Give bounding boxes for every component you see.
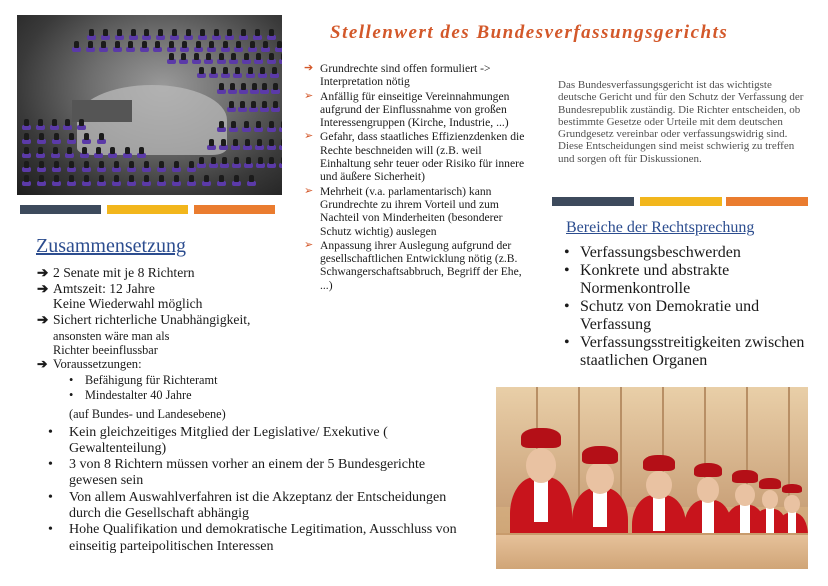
arrow-icon: ➔ (304, 62, 314, 74)
arrow-icon: ➔ (37, 265, 49, 280)
parliament-photo (17, 15, 282, 195)
zs-bullet: • Hohe Qualifikation und demokratische Legitimation, Ausschluss von einseitig parteipolitischen Interessen (48, 522, 457, 554)
bereiche-item: • Konkrete und abstrakte Normenkontrolle (564, 262, 730, 297)
voraussetzung-item: • Mindestalter 40 Jahre (69, 387, 192, 402)
bereiche-item: • Verfassungsbeschwerden (564, 244, 741, 261)
color-bar-yellow-right (640, 197, 722, 206)
zs-bullet: • Kein gleichzeitiges Mitglied der Legislative/ Exekutive ( Gewaltenteilung) (48, 424, 388, 456)
bereiche-item: • Verfassungsstreitigkeiten zwischen staatlichen Organen (564, 334, 805, 369)
amtszeit-line: ➔ Amtszeit: 12 Jahre (37, 280, 155, 296)
arrow-icon: ➔ (37, 357, 48, 371)
color-bar-yellow-left (107, 205, 188, 214)
color-bar-navy-right (552, 197, 634, 206)
middle-item-2: ➢ Anfällig für einseitige Vereinnahmungen aufgrund der Einflussnahme von großen Interessengruppen (Kirche, Industrie, ...) (304, 89, 510, 130)
middle-column (303, 62, 535, 293)
triangle-bullet-icon: ➢ (304, 130, 314, 143)
middle-item-4: ➢ Mehrheit (v.a. parlamentarisch) kann Grundrechte zu ihrem Vorteil und zum Nachteil von Minderheiten (besonderer Schutz wichtig) auslegen (304, 184, 503, 238)
triangle-bullet-icon: ➢ (304, 89, 314, 102)
senate-line: ➔ 2 Senate mit je 8 Richtern (37, 265, 195, 280)
ebene-note: (auf Bundes- und Landesebene) (69, 406, 226, 421)
bereiche-heading: Bereiche der Rechtsprechung (566, 219, 755, 236)
triangle-bullet-icon: ➢ (304, 238, 314, 251)
middle-item-3: ➢ Gefahr, dass staatliches Effizienzdenken die Rechte beschneiden will (z.B. weil Einhaltung sehr teuer oder Risiko für innere und äußere Sicherheit) (304, 130, 525, 184)
zusammensetzung-heading: Zusammensetzung (36, 235, 186, 257)
zusammensetzung-body (37, 265, 457, 555)
triangle-bullet-icon: ➢ (304, 184, 314, 197)
bereiche-list (562, 244, 812, 370)
wiederwahl-line: Keine Wiederwahl möglich (53, 296, 203, 311)
voraussetzung-item: • Befähigung für Richteramt (69, 372, 218, 387)
arrow-icon: ➔ (37, 280, 49, 296)
unabhaengigkeit-sub-2: Richter beeinflussbar (53, 343, 158, 357)
intro-paragraph: Das Bundesverfassungsgericht ist das wichtigste deutsche Gericht und für den Schutz der Verfassung der Bundesrepublik zuständig. Die Richter entscheiden, ob bestimmte Gesetze oder Urteile mit dem deutschen Grundgesetz vereinbar oder verfassungswidrig sind. Diese Entscheidungen sind meist schwierig zu treffen und sorgen oft für Diskussionen. (558, 79, 804, 165)
voraussetzungen-line: ➔ Voraussetzungen: (37, 357, 142, 371)
page-title: Stellenwert des Bundesverfassungsgerichts (330, 22, 729, 43)
zs-bullet: • 3 von 8 Richtern müssen vorher an einem der 5 Bundesgerichte gewesen sein (48, 457, 426, 489)
middle-item-5: ➢ Anpassung ihrer Auslegung aufgrund der gesellschaftlichen Entwicklung nötig (z.B. Schwangerschaftsabbruch, Begriff der Ehe, ...) (304, 238, 522, 292)
middle-item-1: ➔ Grundrechte sind offen formuliert -> Interpretation nötig (304, 62, 491, 89)
color-bar-orange-right (726, 197, 808, 206)
zs-bullet: • Von allem Auswahlverfahren ist die Akzeptanz der Entscheidungen durch die Gesellschaft abhängig (48, 489, 447, 521)
judges-photo (496, 387, 808, 569)
arrow-icon: ➔ (37, 311, 49, 327)
unabhaengigkeit-sub-1: ansonsten wäre man als (53, 329, 170, 343)
bereiche-item: • Schutz von Demokratie und Verfassung (564, 298, 760, 333)
color-bar-navy-left (20, 205, 101, 214)
unabhaengigkeit-line: ➔ Sichert richterliche Unabhängigkeit, (37, 311, 251, 327)
color-bar-orange-left (194, 205, 275, 214)
